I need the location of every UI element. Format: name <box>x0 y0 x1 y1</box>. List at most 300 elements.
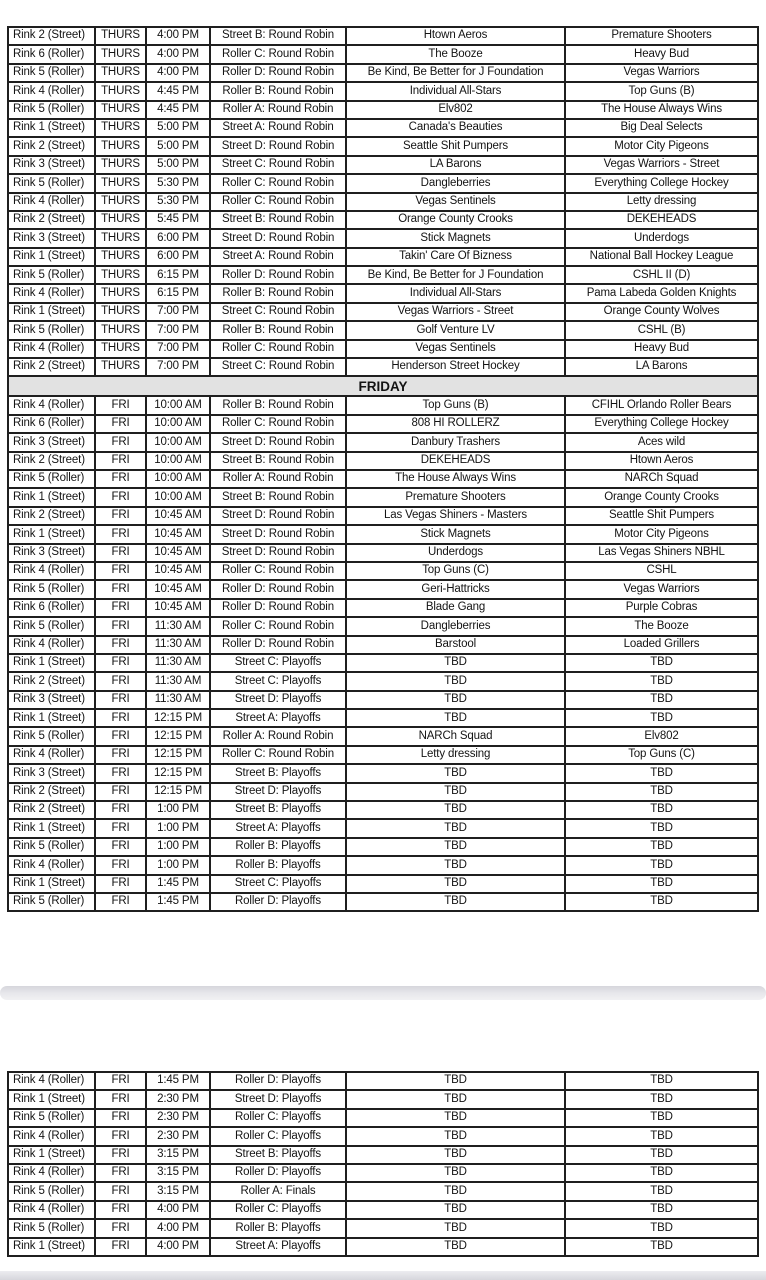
team1-cell: Premature Shooters <box>346 488 565 506</box>
time-cell: 1:00 PM <box>146 801 210 819</box>
team1-cell: Henderson Street Hockey <box>346 358 565 376</box>
team1-cell: TBD <box>346 875 565 893</box>
day-cell: THURS <box>95 229 146 247</box>
day-cell: FRI <box>95 746 146 764</box>
game-row <box>8 746 758 764</box>
day-cell: THURS <box>95 303 146 321</box>
team2-cell: TBD <box>565 893 758 911</box>
team1-cell: TBD <box>346 672 565 690</box>
game-row <box>8 1219 758 1237</box>
team1-cell: TBD <box>346 1238 565 1256</box>
day-cell: THURS <box>95 119 146 137</box>
time-cell: 5:00 PM <box>146 156 210 174</box>
day-cell: FRI <box>95 525 146 543</box>
rink-cell: Rink 1 (Street) <box>8 1146 95 1164</box>
team1-cell: Orange County Crooks <box>346 211 565 229</box>
time-cell: 7:00 PM <box>146 358 210 376</box>
division-cell: Street D: Round Robin <box>210 507 346 525</box>
game-row <box>8 562 758 580</box>
time-cell: 10:45 AM <box>146 562 210 580</box>
game-row <box>8 856 758 874</box>
day-cell: FRI <box>95 1219 146 1237</box>
team1-cell: Stick Magnets <box>346 229 565 247</box>
team1-cell: Seattle Shit Pumpers <box>346 137 565 155</box>
game-row <box>8 599 758 617</box>
game-row <box>8 396 758 414</box>
day-cell: FRI <box>95 1072 146 1090</box>
division-cell: Roller D: Round Robin <box>210 599 346 617</box>
time-cell: 10:00 AM <box>146 452 210 470</box>
game-row <box>8 64 758 82</box>
team2-cell: TBD <box>565 654 758 672</box>
day-cell: FRI <box>95 1201 146 1219</box>
team1-cell: Canada's Beauties <box>346 119 565 137</box>
game-row <box>8 1090 758 1108</box>
division-cell: Street A: Playoffs <box>210 709 346 727</box>
game-row <box>8 174 758 192</box>
team2-cell: Htown Aeros <box>565 452 758 470</box>
time-cell: 10:00 AM <box>146 433 210 451</box>
day-cell: THURS <box>95 156 146 174</box>
division-cell: Roller C: Playoffs <box>210 1201 346 1219</box>
team1-cell: TBD <box>346 819 565 837</box>
time-cell: 2:30 PM <box>146 1109 210 1127</box>
team2-cell: TBD <box>565 709 758 727</box>
rink-cell: Rink 3 (Street) <box>8 433 95 451</box>
day-cell: FRI <box>95 1164 146 1182</box>
day-cell: FRI <box>95 562 146 580</box>
game-row <box>8 709 758 727</box>
team1-cell: TBD <box>346 1219 565 1237</box>
day-cell: FRI <box>95 580 146 598</box>
rink-cell: Rink 2 (Street) <box>8 672 95 690</box>
game-row <box>8 617 758 635</box>
division-cell: Street C: Playoffs <box>210 654 346 672</box>
team2-cell: Underdogs <box>565 229 758 247</box>
division-cell: Street B: Playoffs <box>210 1146 346 1164</box>
team1-cell: Vegas Sentinels <box>346 193 565 211</box>
time-cell: 10:00 AM <box>146 488 210 506</box>
day-cell: FRI <box>95 709 146 727</box>
division-cell: Roller D: Round Robin <box>210 266 346 284</box>
time-cell: 6:00 PM <box>146 229 210 247</box>
time-cell: 2:30 PM <box>146 1127 210 1145</box>
rink-cell: Rink 2 (Street) <box>8 27 95 45</box>
time-cell: 5:45 PM <box>146 211 210 229</box>
team2-cell: Orange County Wolves <box>565 303 758 321</box>
team1-cell: TBD <box>346 654 565 672</box>
division-cell: Roller B: Playoffs <box>210 1219 346 1237</box>
friday-day-header: FRIDAY <box>8 376 758 396</box>
team2-cell: CSHL (B) <box>565 321 758 339</box>
team2-cell: LA Barons <box>565 358 758 376</box>
game-row <box>8 266 758 284</box>
division-cell: Street B: Round Robin <box>210 488 346 506</box>
time-cell: 4:00 PM <box>146 45 210 63</box>
team1-cell: Underdogs <box>346 544 565 562</box>
time-cell: 3:15 PM <box>146 1182 210 1200</box>
day-cell: FRI <box>95 599 146 617</box>
friday-afternoon-games-section <box>8 1072 758 1256</box>
rink-cell: Rink 4 (Roller) <box>8 82 95 100</box>
team1-cell: The Booze <box>346 45 565 63</box>
time-cell: 11:30 AM <box>146 636 210 654</box>
team1-cell: TBD <box>346 691 565 709</box>
rink-cell: Rink 2 (Street) <box>8 507 95 525</box>
rink-cell: Rink 1 (Street) <box>8 119 95 137</box>
team2-cell: TBD <box>565 783 758 801</box>
time-cell: 1:45 PM <box>146 893 210 911</box>
time-cell: 10:00 AM <box>146 415 210 433</box>
team2-cell: TBD <box>565 1164 758 1182</box>
team2-cell: TBD <box>565 1219 758 1237</box>
rink-cell: Rink 4 (Roller) <box>8 856 95 874</box>
time-cell: 1:45 PM <box>146 1072 210 1090</box>
time-cell: 12:15 PM <box>146 783 210 801</box>
team1-cell: Las Vegas Shiners - Masters <box>346 507 565 525</box>
division-cell: Roller C: Round Robin <box>210 174 346 192</box>
division-cell: Roller B: Playoffs <box>210 838 346 856</box>
division-cell: Roller C: Round Robin <box>210 562 346 580</box>
rink-cell: Rink 5 (Roller) <box>8 174 95 192</box>
game-row <box>8 507 758 525</box>
day-cell: FRI <box>95 1109 146 1127</box>
day-cell: FRI <box>95 727 146 745</box>
time-cell: 4:00 PM <box>146 1201 210 1219</box>
day-cell: FRI <box>95 507 146 525</box>
day-cell: FRI <box>95 819 146 837</box>
rink-cell: Rink 4 (Roller) <box>8 1201 95 1219</box>
division-cell: Roller B: Round Robin <box>210 321 346 339</box>
time-cell: 10:45 AM <box>146 599 210 617</box>
team1-cell: Danbury Trashers <box>346 433 565 451</box>
division-cell: Roller C: Playoffs <box>210 1109 346 1127</box>
team2-cell: TBD <box>565 819 758 837</box>
game-row <box>8 672 758 690</box>
time-cell: 4:00 PM <box>146 1238 210 1256</box>
time-cell: 3:15 PM <box>146 1164 210 1182</box>
division-cell: Roller D: Playoffs <box>210 893 346 911</box>
rink-cell: Rink 1 (Street) <box>8 654 95 672</box>
rink-cell: Rink 4 (Roller) <box>8 636 95 654</box>
day-cell: FRI <box>95 617 146 635</box>
division-cell: Street A: Round Robin <box>210 119 346 137</box>
day-cell: THURS <box>95 248 146 266</box>
day-cell: FRI <box>95 856 146 874</box>
team2-cell: TBD <box>565 875 758 893</box>
game-row <box>8 1072 758 1090</box>
time-cell: 4:00 PM <box>146 27 210 45</box>
game-row <box>8 801 758 819</box>
team2-cell: DEKEHEADS <box>565 211 758 229</box>
team2-cell: NARCh Squad <box>565 470 758 488</box>
division-cell: Roller D: Playoffs <box>210 1072 346 1090</box>
rink-cell: Rink 5 (Roller) <box>8 266 95 284</box>
day-cell: THURS <box>95 211 146 229</box>
team1-cell: TBD <box>346 856 565 874</box>
division-cell: Street D: Round Robin <box>210 433 346 451</box>
day-cell: FRI <box>95 893 146 911</box>
game-row <box>8 1164 758 1182</box>
rink-cell: Rink 5 (Roller) <box>8 1109 95 1127</box>
day-cell: FRI <box>95 433 146 451</box>
rink-cell: Rink 1 (Street) <box>8 1090 95 1108</box>
day-cell: FRI <box>95 672 146 690</box>
time-cell: 7:00 PM <box>146 321 210 339</box>
day-cell: FRI <box>95 875 146 893</box>
game-row <box>8 248 758 266</box>
game-row <box>8 452 758 470</box>
day-cell: THURS <box>95 45 146 63</box>
time-cell: 5:00 PM <box>146 137 210 155</box>
team1-cell: TBD <box>346 1127 565 1145</box>
team2-cell: Motor City Pigeons <box>565 525 758 543</box>
time-cell: 10:00 AM <box>146 396 210 414</box>
time-cell: 4:45 PM <box>146 101 210 119</box>
team1-cell: Dangleberries <box>346 617 565 635</box>
rink-cell: Rink 5 (Roller) <box>8 321 95 339</box>
day-cell: THURS <box>95 321 146 339</box>
rink-cell: Rink 1 (Street) <box>8 488 95 506</box>
day-cell: FRI <box>95 1182 146 1200</box>
game-row <box>8 470 758 488</box>
day-cell: FRI <box>95 801 146 819</box>
time-cell: 10:45 AM <box>146 525 210 543</box>
team2-cell: Loaded Grillers <box>565 636 758 654</box>
time-cell: 12:15 PM <box>146 746 210 764</box>
game-row <box>8 488 758 506</box>
day-cell: FRI <box>95 544 146 562</box>
team2-cell: TBD <box>565 1090 758 1108</box>
team1-cell: DEKEHEADS <box>346 452 565 470</box>
division-cell: Street D: Playoffs <box>210 783 346 801</box>
day-cell: THURS <box>95 358 146 376</box>
rink-cell: Rink 4 (Roller) <box>8 1127 95 1145</box>
team1-cell: TBD <box>346 838 565 856</box>
team2-cell: TBD <box>565 838 758 856</box>
time-cell: 12:15 PM <box>146 764 210 782</box>
rink-cell: Rink 4 (Roller) <box>8 396 95 414</box>
time-cell: 4:00 PM <box>146 64 210 82</box>
day-cell: THURS <box>95 27 146 45</box>
day-cell: THURS <box>95 137 146 155</box>
rink-cell: Rink 1 (Street) <box>8 525 95 543</box>
division-cell: Roller A: Round Robin <box>210 470 346 488</box>
game-row <box>8 415 758 433</box>
game-row <box>8 764 758 782</box>
day-cell: FRI <box>95 783 146 801</box>
division-cell: Roller C: Round Robin <box>210 193 346 211</box>
rink-cell: Rink 5 (Roller) <box>8 893 95 911</box>
game-row <box>8 838 758 856</box>
team1-cell: TBD <box>346 1109 565 1127</box>
rink-cell: Rink 5 (Roller) <box>8 727 95 745</box>
division-cell: Street D: Round Robin <box>210 229 346 247</box>
day-cell: THURS <box>95 174 146 192</box>
game-row <box>8 636 758 654</box>
thursday-games-section <box>8 27 758 376</box>
time-cell: 4:00 PM <box>146 1219 210 1237</box>
division-cell: Roller A: Round Robin <box>210 101 346 119</box>
time-cell: 1:00 PM <box>146 856 210 874</box>
rink-cell: Rink 2 (Street) <box>8 211 95 229</box>
team2-cell: TBD <box>565 1127 758 1145</box>
rink-cell: Rink 4 (Roller) <box>8 284 95 302</box>
team1-cell: Dangleberries <box>346 174 565 192</box>
team1-cell: Stick Magnets <box>346 525 565 543</box>
team2-cell: TBD <box>565 691 758 709</box>
time-cell: 5:00 PM <box>146 119 210 137</box>
team1-cell: Vegas Sentinels <box>346 340 565 358</box>
day-cell: THURS <box>95 101 146 119</box>
day-cell: FRI <box>95 838 146 856</box>
team2-cell: CSHL <box>565 562 758 580</box>
time-cell: 7:00 PM <box>146 303 210 321</box>
time-cell: 5:30 PM <box>146 174 210 192</box>
division-cell: Roller A: Finals <box>210 1182 346 1200</box>
division-cell: Street D: Playoffs <box>210 1090 346 1108</box>
time-cell: 1:00 PM <box>146 819 210 837</box>
team1-cell: TBD <box>346 1090 565 1108</box>
team2-cell: TBD <box>565 1201 758 1219</box>
day-cell: FRI <box>95 636 146 654</box>
rink-cell: Rink 5 (Roller) <box>8 470 95 488</box>
team2-cell: Top Guns (B) <box>565 82 758 100</box>
time-cell: 11:30 AM <box>146 691 210 709</box>
team1-cell: TBD <box>346 1164 565 1182</box>
page-divider-bar <box>0 986 766 1000</box>
rink-cell: Rink 6 (Roller) <box>8 45 95 63</box>
game-row <box>8 1146 758 1164</box>
team1-cell: The House Always Wins <box>346 470 565 488</box>
game-row <box>8 893 758 911</box>
rink-cell: Rink 3 (Street) <box>8 764 95 782</box>
time-cell: 12:15 PM <box>146 709 210 727</box>
game-row <box>8 525 758 543</box>
team1-cell: Geri-Hattricks <box>346 580 565 598</box>
team2-cell: CFIHL Orlando Roller Bears <box>565 396 758 414</box>
time-cell: 3:15 PM <box>146 1146 210 1164</box>
division-cell: Street A: Playoffs <box>210 1238 346 1256</box>
game-row <box>8 654 758 672</box>
game-row <box>8 45 758 63</box>
day-cell: THURS <box>95 82 146 100</box>
friday-header-section <box>8 376 758 396</box>
game-row <box>8 1182 758 1200</box>
team1-cell: Barstool <box>346 636 565 654</box>
team2-cell: TBD <box>565 1182 758 1200</box>
game-row <box>8 544 758 562</box>
rink-cell: Rink 3 (Street) <box>8 691 95 709</box>
time-cell: 5:30 PM <box>146 193 210 211</box>
day-cell: FRI <box>95 1127 146 1145</box>
team1-cell: Letty dressing <box>346 746 565 764</box>
team1-cell: TBD <box>346 1201 565 1219</box>
team2-cell: The House Always Wins <box>565 101 758 119</box>
rink-cell: Rink 6 (Roller) <box>8 599 95 617</box>
team2-cell: Top Guns (C) <box>565 746 758 764</box>
team2-cell: Big Deal Selects <box>565 119 758 137</box>
rink-cell: Rink 3 (Street) <box>8 229 95 247</box>
day-cell: FRI <box>95 1090 146 1108</box>
game-row <box>8 82 758 100</box>
division-cell: Street D: Round Robin <box>210 544 346 562</box>
time-cell: 4:45 PM <box>146 82 210 100</box>
game-row <box>8 119 758 137</box>
team2-cell: The Booze <box>565 617 758 635</box>
time-cell: 10:45 AM <box>146 507 210 525</box>
time-cell: 6:15 PM <box>146 284 210 302</box>
team2-cell: Aces wild <box>565 433 758 451</box>
time-cell: 1:45 PM <box>146 875 210 893</box>
team1-cell: TBD <box>346 893 565 911</box>
team2-cell: Las Vegas Shiners NBHL <box>565 544 758 562</box>
team1-cell: TBD <box>346 1072 565 1090</box>
game-row <box>8 1127 758 1145</box>
rink-cell: Rink 4 (Roller) <box>8 1072 95 1090</box>
rink-cell: Rink 4 (Roller) <box>8 193 95 211</box>
rink-cell: Rink 1 (Street) <box>8 248 95 266</box>
team1-cell: TBD <box>346 1146 565 1164</box>
game-row <box>8 783 758 801</box>
division-cell: Roller C: Playoffs <box>210 1127 346 1145</box>
team2-cell: Heavy Bud <box>565 340 758 358</box>
team2-cell: Vegas Warriors <box>565 64 758 82</box>
day-cell: THURS <box>95 193 146 211</box>
division-cell: Street D: Round Robin <box>210 137 346 155</box>
time-cell: 1:00 PM <box>146 838 210 856</box>
team1-cell: Takin' Care Of Bizness <box>346 248 565 266</box>
time-cell: 10:45 AM <box>146 544 210 562</box>
division-cell: Roller C: Round Robin <box>210 617 346 635</box>
day-cell: FRI <box>95 1146 146 1164</box>
team2-cell: Everything College Hockey <box>565 415 758 433</box>
rink-cell: Rink 4 (Roller) <box>8 746 95 764</box>
team1-cell: TBD <box>346 783 565 801</box>
division-cell: Street C: Playoffs <box>210 672 346 690</box>
time-cell: 11:30 AM <box>146 617 210 635</box>
day-cell: FRI <box>95 415 146 433</box>
friday-games-section <box>8 396 758 911</box>
team2-cell: TBD <box>565 1146 758 1164</box>
game-row <box>8 1201 758 1219</box>
day-cell: FRI <box>95 764 146 782</box>
time-cell: 7:00 PM <box>146 340 210 358</box>
team2-cell: TBD <box>565 1072 758 1090</box>
team1-cell: Be Kind, Be Better for J Foundation <box>346 266 565 284</box>
team2-cell: Seattle Shit Pumpers <box>565 507 758 525</box>
team1-cell: Elv802 <box>346 101 565 119</box>
team2-cell: Elv802 <box>565 727 758 745</box>
rink-cell: Rink 4 (Roller) <box>8 562 95 580</box>
rink-cell: Rink 4 (Roller) <box>8 1164 95 1182</box>
rink-cell: Rink 1 (Street) <box>8 303 95 321</box>
team2-cell: Purple Cobras <box>565 599 758 617</box>
game-row <box>8 27 758 45</box>
team1-cell: Individual All-Stars <box>346 82 565 100</box>
team2-cell: Vegas Warriors - Street <box>565 156 758 174</box>
team2-cell: Vegas Warriors <box>565 580 758 598</box>
team2-cell: TBD <box>565 764 758 782</box>
team1-cell: TBD <box>346 709 565 727</box>
team1-cell: LA Barons <box>346 156 565 174</box>
division-cell: Street D: Round Robin <box>210 525 346 543</box>
team2-cell: TBD <box>565 801 758 819</box>
game-row <box>8 340 758 358</box>
day-cell: FRI <box>95 488 146 506</box>
rink-cell: Rink 1 (Street) <box>8 1238 95 1256</box>
time-cell: 11:30 AM <box>146 654 210 672</box>
